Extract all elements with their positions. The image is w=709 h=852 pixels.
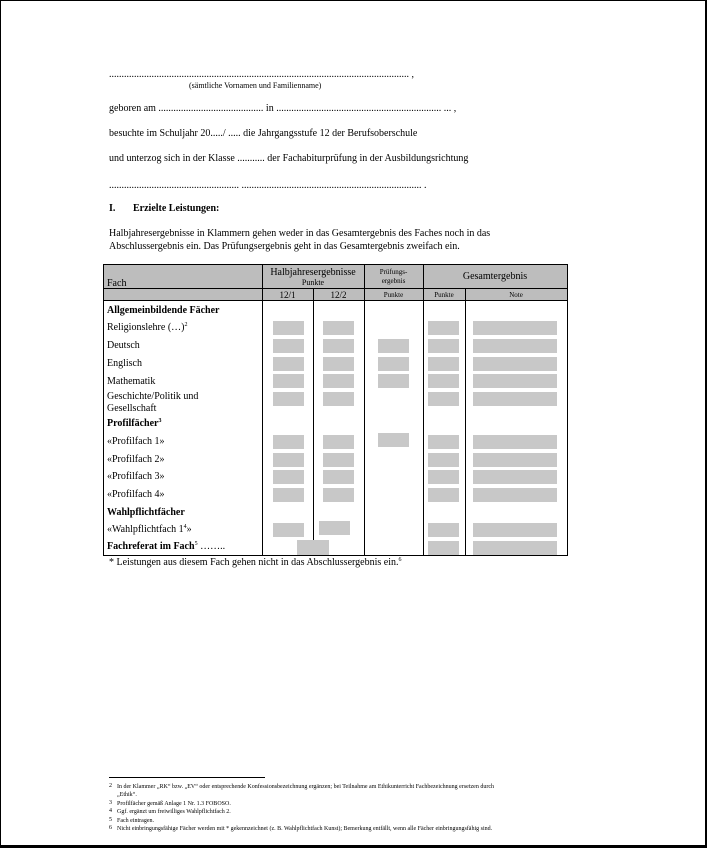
- footnote: $^5$ Fach eintragen.: [109, 816, 154, 824]
- footnote: „Ethik“.: [117, 792, 137, 799]
- field-mathematik-pruefung[interactable]: [378, 374, 409, 388]
- subject-mathematik: Mathematik: [107, 376, 156, 387]
- group-profil: Profilfächer$^3$: [107, 418, 162, 429]
- field-profil2-note[interactable]: [473, 453, 557, 467]
- field-mathematik-punkte[interactable]: [428, 374, 459, 388]
- school-year-line: besuchte im Schuljahr 20...../ ..... die Jahrgangsstufe 12 der Berufsoberschule: [109, 128, 418, 139]
- field-mathematik-note[interactable]: [473, 374, 557, 388]
- subject-fachreferat: Fachreferat im Fach$^5$ ……..: [107, 541, 226, 552]
- subject-deutsch: Deutsch: [107, 340, 140, 351]
- field-profil2-121[interactable]: [273, 453, 304, 467]
- field-englisch-pruefung[interactable]: [378, 357, 409, 371]
- header-pruefung-punkte: Punkte: [383, 291, 404, 299]
- field-profil1-121[interactable]: [273, 435, 304, 449]
- subject-englisch: Englisch: [107, 358, 142, 369]
- header-divider: [104, 288, 567, 289]
- header-note: Note: [509, 291, 523, 299]
- table-note: * Leistungen aus diesem Fach gehen nicht in das Abschlussergebnis ein.$^6$: [109, 557, 402, 568]
- field-profil2-punkte[interactable]: [428, 453, 459, 467]
- birth-line: geboren am .......................................... in .................................................................. ... ,: [109, 103, 457, 114]
- field-religion-121[interactable]: [273, 321, 304, 335]
- subject-geschichte-2: Gesellschaft: [107, 403, 157, 414]
- subject-profil-1: «Profilfach 1»: [107, 436, 165, 447]
- field-profil3-121[interactable]: [273, 470, 304, 484]
- field-geschichte-122[interactable]: [323, 392, 354, 406]
- col-line-fach: [262, 265, 263, 555]
- field-geschichte-punkte[interactable]: [428, 392, 459, 406]
- field-deutsch-121[interactable]: [273, 339, 304, 353]
- subject-religion: Religionslehre (…)$^2$: [107, 322, 188, 333]
- field-geschichte-note[interactable]: [473, 392, 557, 406]
- field-wahl1-punkte[interactable]: [428, 523, 459, 537]
- field-religion-122[interactable]: [323, 321, 354, 335]
- subject-profil-2: «Profilfach 2»: [107, 454, 165, 465]
- header-12-1: 12/1: [279, 290, 296, 300]
- field-religion-note[interactable]: [473, 321, 557, 335]
- field-englisch-122[interactable]: [323, 357, 354, 371]
- field-mathematik-122[interactable]: [323, 374, 354, 388]
- col-line-121: [313, 288, 314, 555]
- section-title: Erzielte Leistungen:: [133, 203, 220, 214]
- field-geschichte-121[interactable]: [273, 392, 304, 406]
- field-profil4-note[interactable]: [473, 488, 557, 502]
- footnote-separator: [109, 777, 265, 778]
- field-wahl1-note[interactable]: [473, 523, 557, 537]
- footnote: $^3$ Profilfächer gemäß Anlage 1 Nr. 1.3 FOBOSO.: [109, 799, 231, 807]
- field-profil1-punkte[interactable]: [428, 435, 459, 449]
- name-line: ........................................................................................................................ ,: [109, 69, 414, 80]
- field-mathematik-121[interactable]: [273, 374, 304, 388]
- subject-wahlpflicht-1: «Wahlpflichtfach $1^4$»: [107, 524, 192, 535]
- header-fach: Fach: [107, 278, 127, 289]
- field-profil3-punkte[interactable]: [428, 470, 459, 484]
- field-referat-gesamt[interactable]: [428, 541, 459, 555]
- direction-line: .................................................... ........................................................................ .: [109, 180, 427, 191]
- field-profil1-note[interactable]: [473, 435, 557, 449]
- field-profil4-122[interactable]: [323, 488, 354, 502]
- grades-table: [103, 264, 568, 556]
- name-caption: (sämtliche Vornamen und Familienname): [189, 81, 322, 90]
- field-wahl1-122[interactable]: [319, 521, 350, 535]
- field-deutsch-punkte[interactable]: [428, 339, 459, 353]
- header-pruefung-1: Prüfungs-: [379, 268, 408, 276]
- field-profil1-pruefung[interactable]: [378, 433, 409, 447]
- field-englisch-note[interactable]: [473, 357, 557, 371]
- footnotes: [109, 783, 609, 833]
- col-line-punkte: [465, 288, 466, 555]
- section-number: I.: [109, 203, 116, 214]
- section-paragraph-line2: Abschlussergebnis ein. Das Prüfungsergebnis geht in das Gesamtergebnis zweifach ein.: [109, 241, 460, 252]
- field-profil1-122[interactable]: [323, 435, 354, 449]
- field-englisch-punkte[interactable]: [428, 357, 459, 371]
- field-referat-note[interactable]: [473, 541, 557, 555]
- footnote: $^6$ Nicht einbringungsfähige Fächer werden mit * gekennzeichnet (z. B. Wahlpflichtfach Kunst); Bemerkung entfällt, wenn alle Fächer einbringungsfähig sind.: [109, 825, 493, 833]
- field-deutsch-note[interactable]: [473, 339, 557, 353]
- header-12-2: 12/2: [330, 290, 347, 300]
- field-profil2-122[interactable]: [323, 453, 354, 467]
- col-line-halbjahr: [364, 265, 365, 555]
- footnote: $^4$ Ggf. ergänzt um freiwilliges Wahlpflichtfach 2.: [109, 808, 231, 816]
- header-pruefung-2: ergebnis: [381, 277, 406, 285]
- header-gesamt-punkte: Punkte: [434, 291, 454, 299]
- section-paragraph-line1: Halbjahresergebnisse in Klammern gehen weder in das Gesamtergebnis des Faches noch in das: [109, 228, 491, 239]
- field-profil4-121[interactable]: [273, 488, 304, 502]
- header-halbjahr: Halbjahresergebnisse: [270, 267, 356, 278]
- field-wahl1-121[interactable]: [273, 523, 304, 537]
- field-profil3-122[interactable]: [323, 470, 354, 484]
- subject-profil-4: «Profilfach 4»: [107, 489, 165, 500]
- header-gesamt: Gesamtergebnis: [462, 271, 528, 282]
- col-line-pruefung: [423, 265, 424, 555]
- field-profil3-note[interactable]: [473, 470, 557, 484]
- field-deutsch-pruefung[interactable]: [378, 339, 409, 353]
- header-bottom-line: [104, 300, 567, 301]
- class-line: und unterzog sich in der Klasse ........... der Fachabiturprüfung in der Ausbildungsrichtung: [109, 153, 469, 164]
- footnote: $^2$ In der Klammer „RK“ bzw. „EV“ oder entsprechende Konfessionsbezeichnung ergänzen; bei Teilnahme am Ethikunterricht Fachbezeichnung ersetzen durch: [109, 783, 494, 790]
- header-halbjahr-punkte: Punkte: [301, 278, 325, 287]
- group-wahlpflicht: Wahlpflichtfächer: [107, 507, 185, 518]
- group-allgemeinbildend: Allgemeinbildende Fächer: [107, 305, 220, 316]
- field-religion-punkte[interactable]: [428, 321, 459, 335]
- subject-geschichte-1: Geschichte/Politik und: [107, 391, 199, 402]
- field-deutsch-122[interactable]: [323, 339, 354, 353]
- field-englisch-121[interactable]: [273, 357, 304, 371]
- field-profil4-punkte[interactable]: [428, 488, 459, 502]
- field-referat-punkte[interactable]: [297, 540, 329, 555]
- subject-profil-3: «Profilfach 3»: [107, 471, 165, 482]
